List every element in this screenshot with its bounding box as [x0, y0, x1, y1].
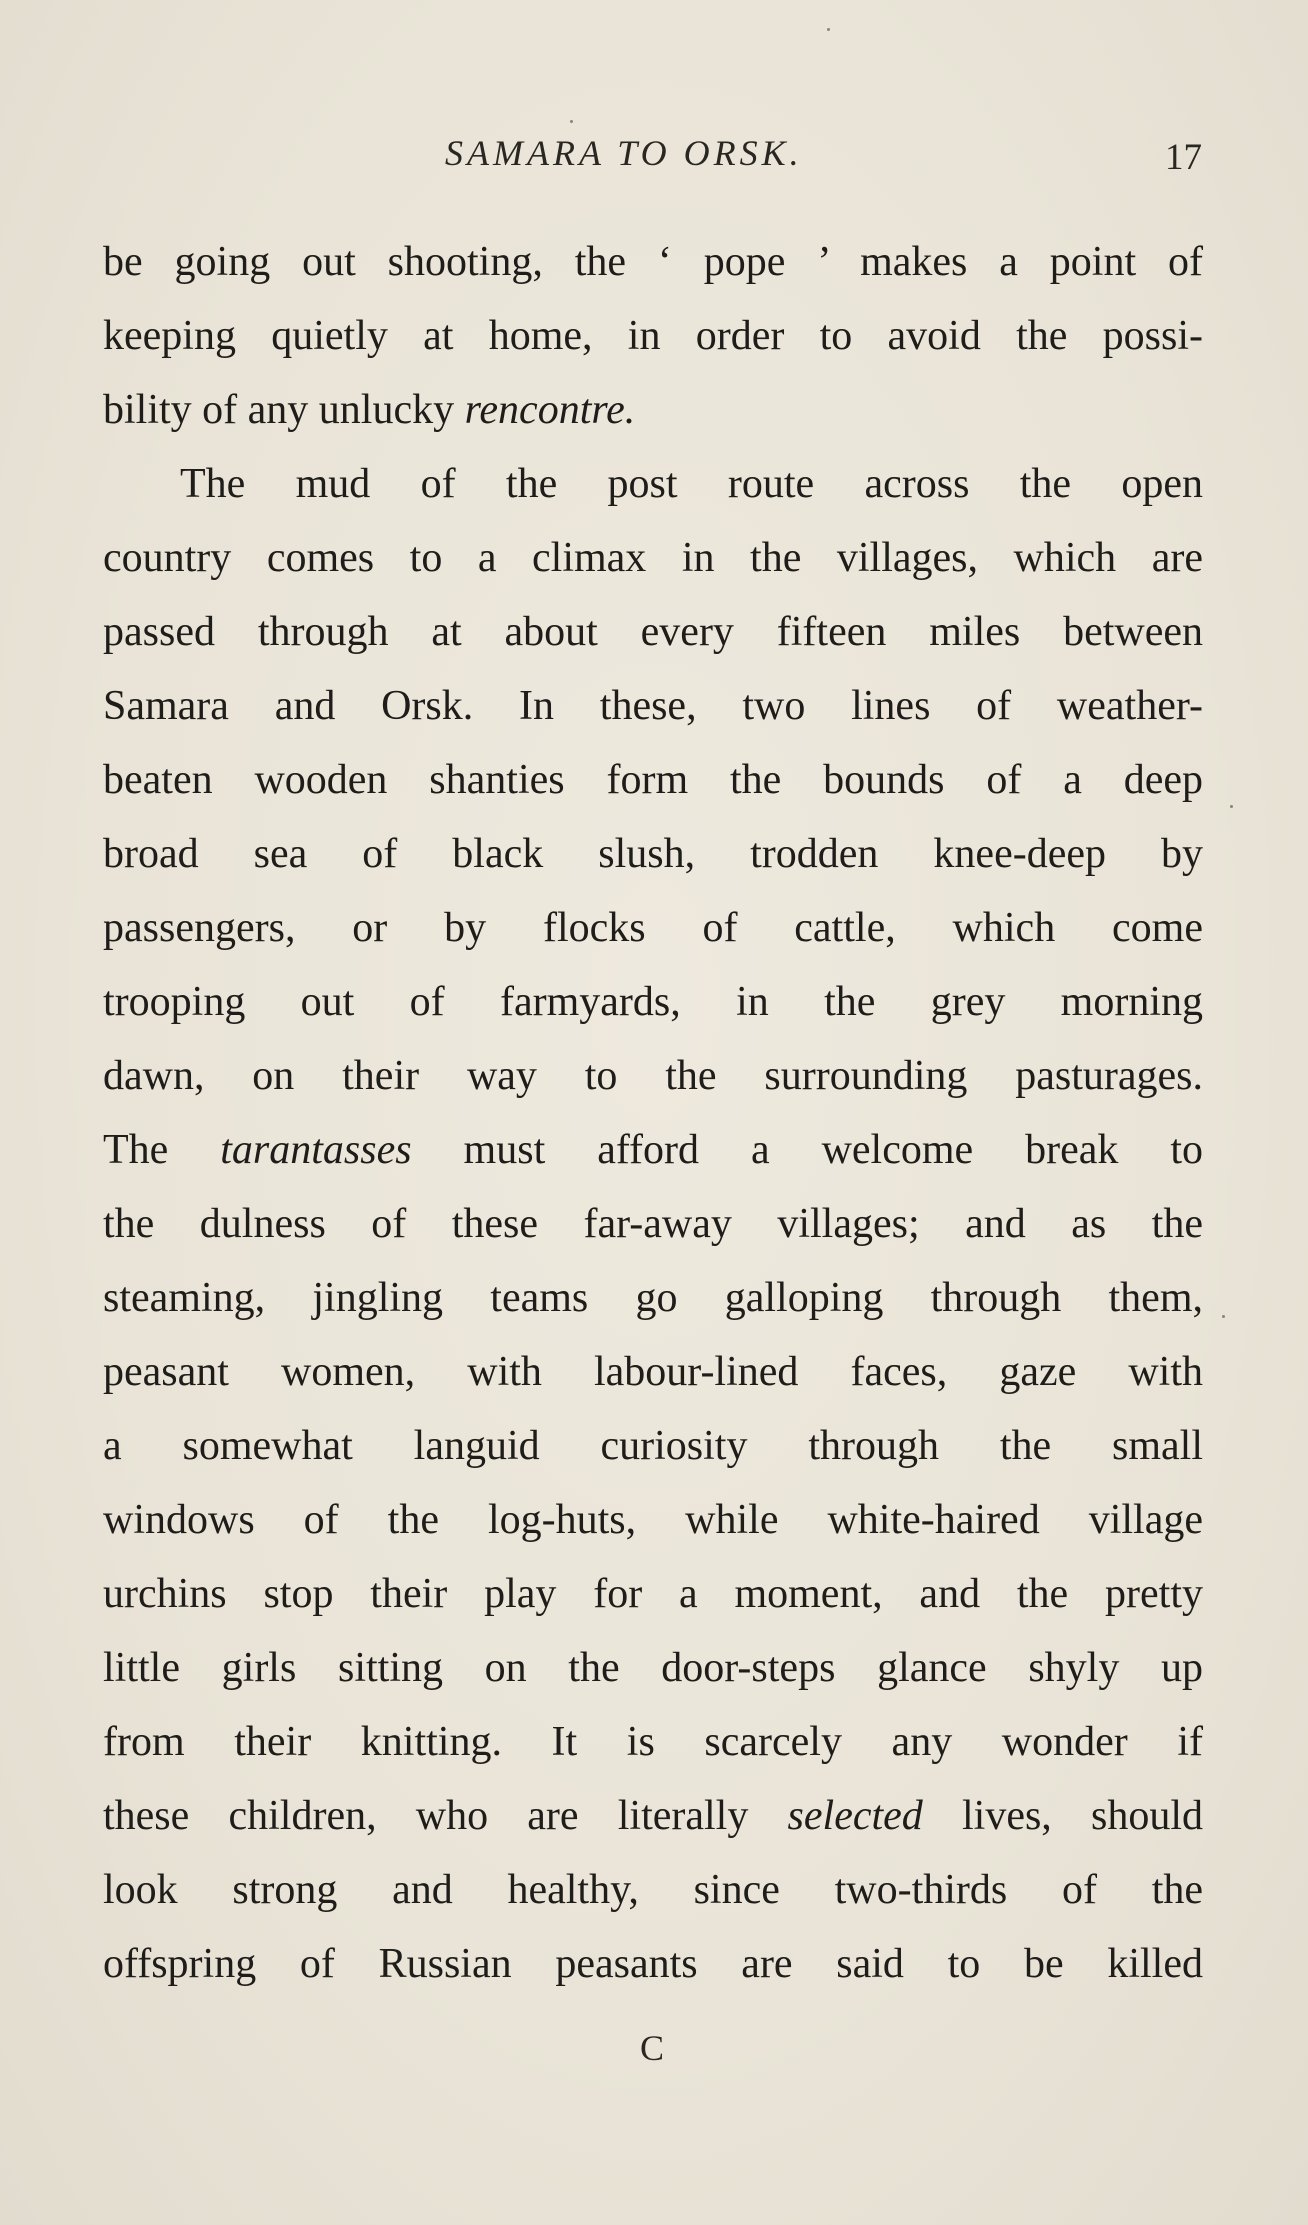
signature-mark: C [640, 2028, 665, 2068]
paper-speck [1222, 1315, 1225, 1318]
text-line: passed through at about every fifteen miles between [103, 609, 1203, 655]
text-line: little girls sitting on the door-steps glance shyly up [103, 1645, 1203, 1691]
paper-speck [827, 28, 830, 31]
page-number: 17 [1165, 137, 1202, 178]
italic-word: rencontre. [464, 387, 636, 433]
text-segment: must afford a welcome break to [411, 1127, 1203, 1173]
text-line: The mud of the post route across the open [180, 461, 1203, 507]
text-line: from their knitting. It is scarcely any wonder if [103, 1719, 1203, 1765]
text-segment: The [103, 1127, 221, 1173]
text-line: be going out shooting, the ‘ pope ’ makes a point of [103, 239, 1203, 285]
text-line: dawn, on their way to the surrounding pasturages. [103, 1053, 1203, 1099]
text-line [103, 1120, 1203, 1194]
text-segment: bility of any unlucky [103, 387, 465, 433]
running-title: SAMARA TO ORSK. [445, 133, 803, 173]
text-line: look strong and healthy, since two-thirds of the [103, 1867, 1203, 1913]
body-text [103, 232, 1203, 2008]
text-line: keeping quietly at home, in order to avoid the possi- [103, 313, 1203, 359]
text-line: steaming, jingling teams go galloping through them, [103, 1275, 1203, 1321]
text-line: passengers, or by flocks of cattle, which come [103, 905, 1203, 951]
text-line: broad sea of black slush, trodden knee-deep by [103, 831, 1203, 877]
italic-word: tarantasses [220, 1127, 412, 1173]
running-head [0, 132, 1308, 182]
text-line: urchins stop their play for a moment, and the pretty [103, 1571, 1203, 1617]
text-line: offspring of Russian peasants are said to be killed [103, 1941, 1203, 1987]
italic-word: selected [787, 1793, 923, 1839]
text-line [103, 380, 1203, 454]
text-segment: lives, should [922, 1793, 1204, 1839]
text-line: a somewhat languid curiosity through the small [103, 1423, 1203, 1469]
paper-speck [570, 120, 573, 123]
text-segment: these children, who are literally [103, 1793, 788, 1839]
text-line: beaten wooden shanties form the bounds of a deep [103, 757, 1203, 803]
text-line: country comes to a climax in the villages, which are [103, 535, 1203, 581]
text-line [103, 1786, 1203, 1860]
text-line: windows of the log-huts, while white-haired village [103, 1497, 1203, 1543]
text-line: Samara and Orsk. In these, two lines of weather- [103, 683, 1203, 729]
text-line: the dulness of these far-away villages; and as the [103, 1201, 1203, 1247]
text-line: peasant women, with labour-lined faces, gaze with [103, 1349, 1203, 1395]
text-line: trooping out of farmyards, in the grey morning [103, 979, 1203, 1025]
paper-speck [1230, 805, 1233, 808]
